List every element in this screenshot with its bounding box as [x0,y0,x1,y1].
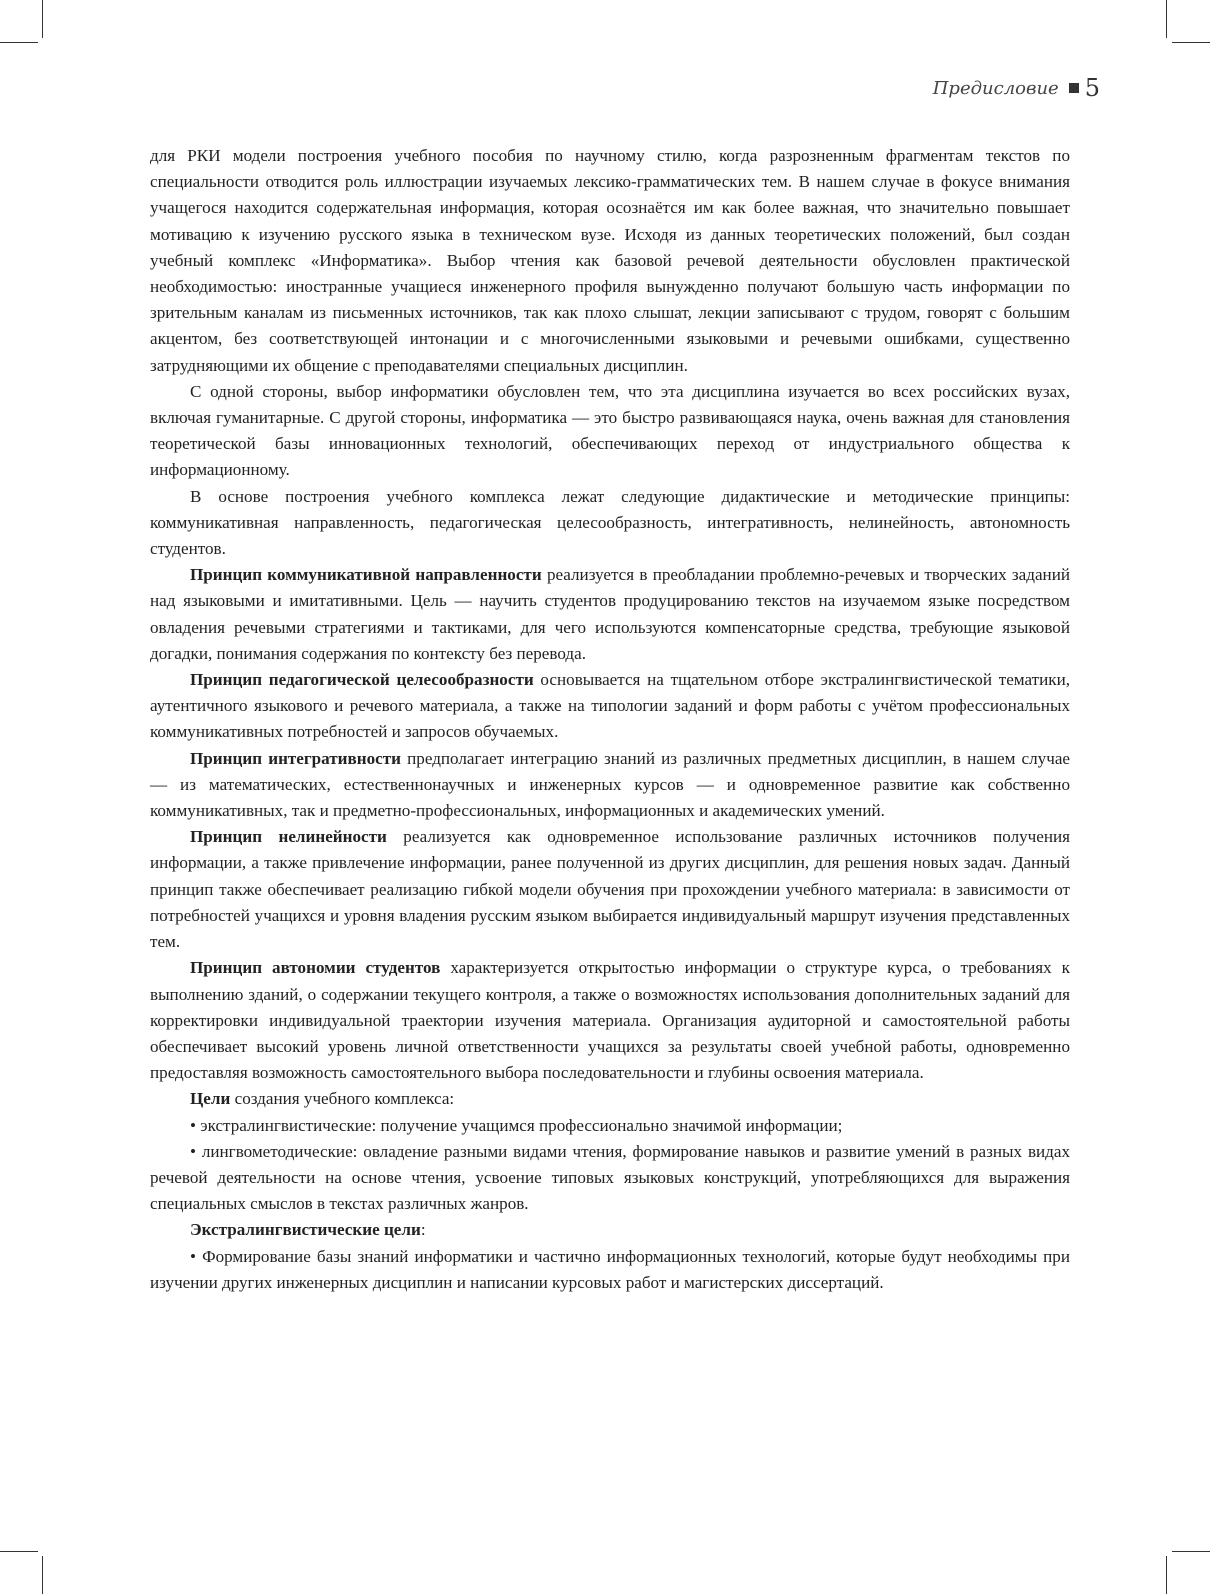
paragraph-text: создания учебного комплекса: [230,1089,455,1109]
crop-mark [42,0,43,38]
body-text [150,143,1070,1296]
paragraph-text: реализуется в преобладании проблемно-речевых и творческих заданий над языковыми и имитативными. Цель — научить студентов продуцированию текстов на изучаемом языке посредством овладения речевыми стратегиями и тактиками, для чего используются компенсаторные средства, требующие языковой догадки, понимания содержания по контексту без перевода. [150,565,1070,663]
principle-heading: Принцип автономии студентов [190,958,441,978]
paragraph [150,824,1070,955]
list-item: • лингвометодические: овладение разными видами чтения, формирование навыков и развитие умений в разных видах речевой деятельности на основе чтения, усвоение типовых языковых конструкций, употребляющихся для выражения специальных смыслов в текстах различных жанров. [150,1141,1070,1214]
paragraph-text: реализуется как одновременное использование различных источников получения информации, а также привлечение информации, ранее полученной из других дисциплин, для решения новых задач. Данный принцип также обеспечивает реализацию гибкой модели обучения при прохождении учебного материала: в зависимости от потребностей учащихся и уровня владения русским языком выбирается индивидуальный маршрут изучения представленных тем. [150,827,1070,952]
principle-heading: Принцип нелинейности [190,827,387,847]
paragraph [150,1217,1070,1243]
crop-mark [1172,42,1210,43]
paragraph-text: основывается на тщательном отборе экстралингвистической тематики, аутентичного языкового и речевого материала, а также на типологии заданий и форм работы с учётом профессиональных коммуникативных потребностей и запросов обучаемых. [150,670,1070,742]
crop-mark [0,42,38,43]
goals-heading: Экстралингвистические цели [190,1220,421,1240]
crop-mark [1172,1551,1210,1552]
paragraph-text: : [420,1220,426,1240]
paragraph: В основе построения учебного комплекса лежат следующие дидактические и методические принципы: коммуникативная направленность, педагогическая целесообразность, интегративность, нелинейность, автономность студентов. [150,486,1070,559]
crop-mark [1166,0,1167,38]
crop-mark [42,1556,43,1594]
square-icon [1069,83,1079,93]
paragraph: для РКИ модели построения учебного пособия по научному стилю, когда разрозненным фрагментам текстов по специальности отводится роль иллюстрации изучаемых лексико-грамматических тем. В нашем случае в фокусе внимания учащегося находится содержательная информация, которая осознаётся им как более важная, что значительно повышает мотивацию к изучению русского языка в техническом вузе. Исходя из данных теоретических положений, был создан учебный комплекс «Информатика». Выбор чтения как базовой речевой деятельности обусловлен практической необходимостью: иностранные учащиеся инженерного профиля вынужденно получают большую часть информации по зрительным каналам из письменных источников, так как плохо слышат, лекции записывают с трудом, говорят с большим акцентом, без соответствующей интонации и с многочисленными языковыми и речевыми ошибками, существенно затрудняющими их общение с преподавателями специальных дисциплин. [150,146,1070,375]
crop-mark [0,1551,38,1552]
page-number: 5 [1084,74,1100,102]
paragraph [150,746,1070,825]
paragraph [150,1086,1070,1112]
paragraph: С одной стороны, выбор информатики обусловлен тем, что эта дисциплина изучается во всех российских вузах, включая гуманитарные. С другой стороны, информатика — это быстро развивающаяся наука, очень важная для становления теоретической базы инновационных технологий, обеспечивающих переход от индустриального общества к информационному. [150,381,1070,480]
paragraph-text: характеризуется открытостью информации о структуре курса, о требованиях к выполнению зданий, о содержании текущего контроля, а также о возможностях использования дополнительных заданий для корректировки индивидуальной траектории изучения материала. Организация аудиторной и самостоятельной работы обеспечивает высокий уровень личной ответственности учащихся за результаты своей учебной работы, одновременно предоставляя возможность самостоятельного выбора последовательности и глубины освоения материала. [150,958,1070,1083]
goals-heading: Цели [190,1089,231,1109]
crop-mark [1166,1556,1167,1594]
principle-heading: Принцип интегративности [190,748,401,768]
principle-heading: Принцип коммуникативной направленности [190,565,542,585]
section-title: Предисловие [932,77,1059,99]
paragraph [150,667,1070,746]
list-item: • экстралингвистические: получение учащимся профессионально значимой информации; [190,1115,843,1135]
running-head [933,74,1100,102]
principle-heading: Принцип педагогической целесообразности [190,670,534,690]
paragraph [150,562,1070,667]
list-item: • Формирование базы знаний информатики и частично информационных технологий, которые будут необходимы при изучении других инженерных дисциплин и написании курсовых работ и магистерских диссертаций. [150,1246,1070,1292]
paragraph-text: предполагает интеграцию знаний из различных предметных дисциплин, в нашем случае — из математических, естественнонаучных и инженерных курсов — и одновременное развитие как собственно коммуникативных, так и предметно-профессиональных, информационных и академических умений. [150,748,1070,821]
paragraph [150,955,1070,1086]
